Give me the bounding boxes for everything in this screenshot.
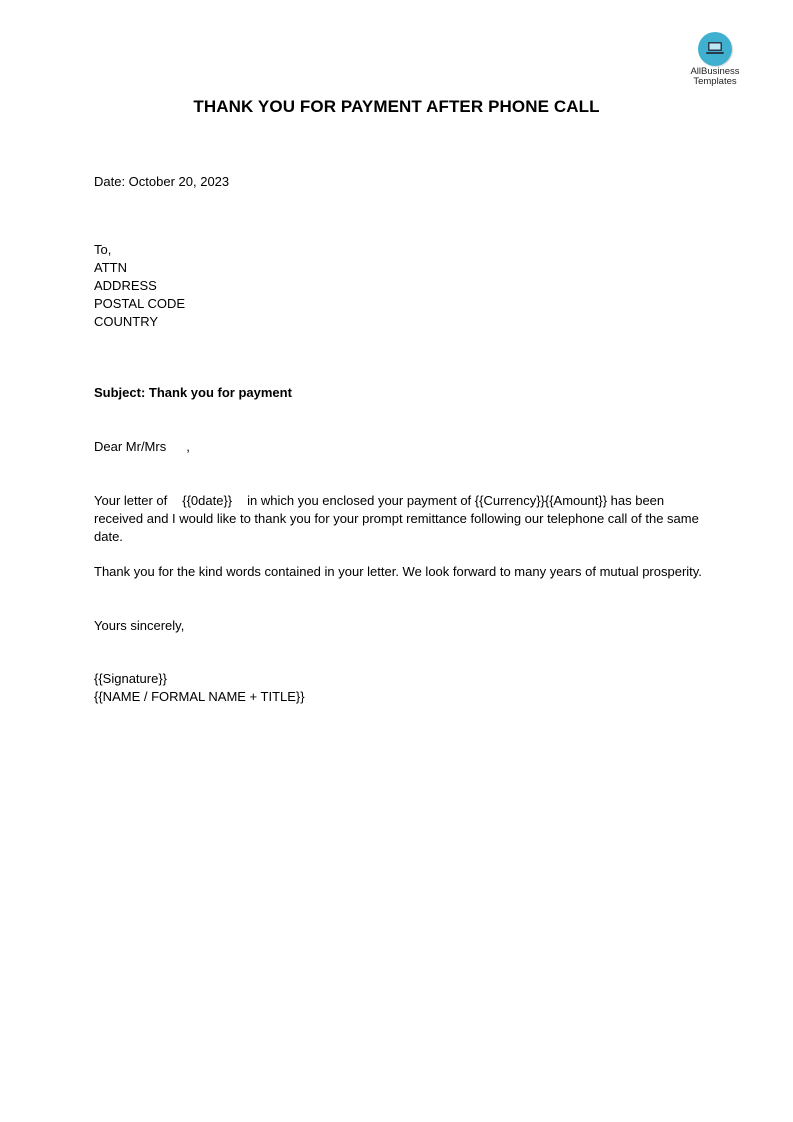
date-placeholder: {{0date}} — [182, 493, 233, 508]
address-to: To, — [94, 242, 112, 257]
salutation — [94, 438, 190, 456]
salutation-suffix: , — [186, 439, 190, 454]
document-title: THANK YOU FOR PAYMENT AFTER PHONE CALL — [193, 97, 600, 116]
address-line: ADDRESS — [94, 278, 157, 293]
subject-line: Subject: Thank you for payment — [94, 385, 292, 400]
logo-line-2: Templates — [693, 76, 737, 87]
body-paragraph-2: Thank you for the kind words contained in your letter. We look forward to many years of mutual prosperity. — [94, 564, 702, 579]
address-country: COUNTRY — [94, 314, 159, 329]
name-title-placeholder: {{NAME / FORMAL NAME + TITLE}} — [94, 689, 305, 704]
signature-block — [94, 670, 305, 706]
laptop-icon — [698, 32, 732, 66]
closing-line: Yours sincerely, — [94, 618, 185, 633]
date-line: Date: October 20, 2023 — [94, 174, 230, 189]
recipient-block — [94, 241, 185, 331]
salutation-prefix: Dear Mr/Mrs — [94, 439, 167, 454]
body-paragraph-1 — [94, 492, 704, 546]
address-attn: ATTN — [94, 260, 127, 275]
address-postal-code: POSTAL CODE — [94, 296, 186, 311]
signature-placeholder: {{Signature}} — [94, 671, 168, 686]
paragraph-1-start: Your letter of — [94, 493, 168, 508]
brand-logo — [680, 32, 750, 87]
paragraph-1-rest: in which you enclosed your payment of {{Currency}}{{Amount}} has been received and I would like to thank you for your prompt remittance following our telephone call of the same date. — [94, 493, 699, 544]
logo-text — [680, 67, 750, 87]
logo-line-1: AllBusiness — [690, 66, 740, 77]
